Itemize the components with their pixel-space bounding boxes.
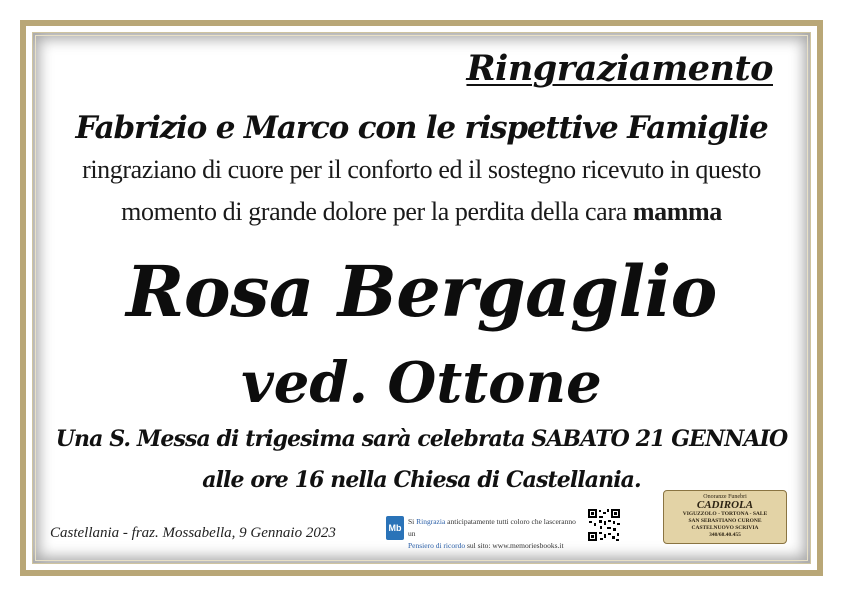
family-line: Fabrizio e Marco con le rispettive Famiglie — [75, 110, 768, 146]
notice-heading: Ringraziamento — [466, 48, 773, 89]
deceased-name: Rosa Bergaglio — [126, 250, 717, 333]
funeral-home-stamp: Onoranze Funebri CADIROLA VIGUZZOLO - TORTONA - SALE SAN SEBASTIANO CURONE CASTELNUOVO SCRIVIA 340/68.40.455 — [663, 490, 787, 544]
qr-code-icon[interactable] — [587, 508, 621, 542]
thanks-line-1: ringraziano di cuore per il conforto ed il sostegno ricevuto in questo — [82, 155, 761, 184]
mass-line-1: Una S. Messa di trigesima sarà celebrata SABATO 21 GENNAIO — [55, 426, 788, 452]
funeral-home-name: CADIROLA — [696, 499, 754, 511]
notice-content — [30, 30, 813, 566]
memoriesbooks-text: Si Ringrazia anticipatamente tutti coloro che lasceranno un Pensiero di ricordo sul sito: www.memoriesbooks.it — [408, 517, 576, 550]
thanks-line-2 — [30, 197, 813, 227]
website-link[interactable]: sul sito: www.memoriesbooks.it — [466, 541, 564, 550]
place-date: Castellania - fraz. Mossabella, 9 Gennaio 2023 — [50, 525, 336, 541]
thanks-line-2-text: momento di grande dolore per la perdita della cara — [121, 197, 627, 226]
thanks-line-2-bold: mamma — [632, 197, 722, 226]
mass-line-2: alle ore 16 nella Chiesa di Castellania. — [202, 467, 641, 493]
memoriesbooks-logo-icon: Mb — [386, 516, 404, 540]
deceased-married-name: ved. Ottone — [241, 350, 602, 416]
